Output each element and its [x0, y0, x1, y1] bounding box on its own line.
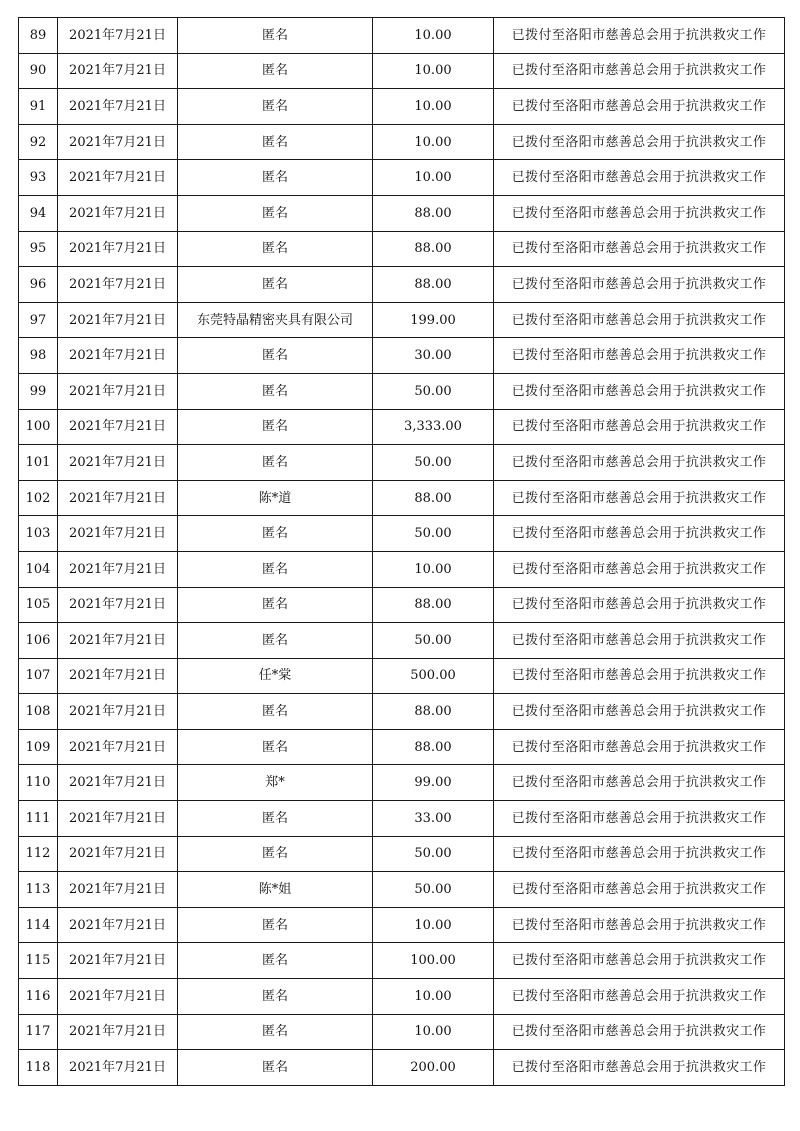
donation-amount-cell: 10.00 — [373, 551, 494, 587]
donation-ledger-page — [18, 17, 784, 1086]
fund-usage-cell: 已拨付至洛阳市慈善总会用于抗洪救灾工作 — [494, 231, 785, 267]
donation-amount-cell: 10.00 — [373, 124, 494, 160]
table-row — [19, 267, 785, 303]
donation-date-cell: 2021年7月21日 — [58, 409, 178, 445]
donor-name-cell: 匿名 — [178, 195, 373, 231]
donation-date-cell: 2021年7月21日 — [58, 623, 178, 659]
fund-usage-cell: 已拨付至洛阳市慈善总会用于抗洪救灾工作 — [494, 373, 785, 409]
donation-date-cell: 2021年7月21日 — [58, 765, 178, 801]
donation-table-body — [19, 18, 785, 1086]
fund-usage-cell: 已拨付至洛阳市慈善总会用于抗洪救灾工作 — [494, 587, 785, 623]
donation-amount-cell: 10.00 — [373, 979, 494, 1015]
donation-amount-cell: 199.00 — [373, 302, 494, 338]
donation-date-cell: 2021年7月21日 — [58, 480, 178, 516]
donation-amount-cell: 50.00 — [373, 516, 494, 552]
fund-usage-cell: 已拨付至洛阳市慈善总会用于抗洪救灾工作 — [494, 872, 785, 908]
fund-usage-cell: 已拨付至洛阳市慈善总会用于抗洪救灾工作 — [494, 1014, 785, 1050]
donor-name-cell: 匿名 — [178, 338, 373, 374]
table-row — [19, 302, 785, 338]
fund-usage-cell: 已拨付至洛阳市慈善总会用于抗洪救灾工作 — [494, 302, 785, 338]
fund-usage-cell: 已拨付至洛阳市慈善总会用于抗洪救灾工作 — [494, 979, 785, 1015]
donation-amount-cell: 88.00 — [373, 480, 494, 516]
donor-name-cell: 匿名 — [178, 89, 373, 125]
fund-usage-cell: 已拨付至洛阳市慈善总会用于抗洪救灾工作 — [494, 658, 785, 694]
donor-name-cell: 匿名 — [178, 587, 373, 623]
donation-date-cell: 2021年7月21日 — [58, 943, 178, 979]
donation-date-cell: 2021年7月21日 — [58, 373, 178, 409]
serial-number-cell: 90 — [19, 53, 58, 89]
donation-date-cell: 2021年7月21日 — [58, 267, 178, 303]
donation-date-cell: 2021年7月21日 — [58, 907, 178, 943]
donor-name-cell: 匿名 — [178, 551, 373, 587]
fund-usage-cell: 已拨付至洛阳市慈善总会用于抗洪救灾工作 — [494, 801, 785, 837]
donation-amount-cell: 88.00 — [373, 587, 494, 623]
fund-usage-cell: 已拨付至洛阳市慈善总会用于抗洪救灾工作 — [494, 445, 785, 481]
donation-date-cell: 2021年7月21日 — [58, 801, 178, 837]
fund-usage-cell: 已拨付至洛阳市慈善总会用于抗洪救灾工作 — [494, 694, 785, 730]
donor-name-cell: 匿名 — [178, 124, 373, 160]
fund-usage-cell: 已拨付至洛阳市慈善总会用于抗洪救灾工作 — [494, 943, 785, 979]
serial-number-cell: 99 — [19, 373, 58, 409]
table-row — [19, 195, 785, 231]
serial-number-cell: 106 — [19, 623, 58, 659]
donation-amount-cell: 100.00 — [373, 943, 494, 979]
fund-usage-cell: 已拨付至洛阳市慈善总会用于抗洪救灾工作 — [494, 623, 785, 659]
donation-amount-cell: 10.00 — [373, 1014, 494, 1050]
serial-number-cell: 102 — [19, 480, 58, 516]
donor-name-cell: 匿名 — [178, 409, 373, 445]
donation-amount-cell: 10.00 — [373, 89, 494, 125]
donation-amount-cell: 500.00 — [373, 658, 494, 694]
serial-number-cell: 91 — [19, 89, 58, 125]
serial-number-cell: 111 — [19, 801, 58, 837]
table-row — [19, 729, 785, 765]
donor-name-cell: 匿名 — [178, 1014, 373, 1050]
donation-amount-cell: 10.00 — [373, 18, 494, 54]
donation-date-cell: 2021年7月21日 — [58, 124, 178, 160]
table-row — [19, 907, 785, 943]
fund-usage-cell: 已拨付至洛阳市慈善总会用于抗洪救灾工作 — [494, 409, 785, 445]
donation-amount-cell: 88.00 — [373, 195, 494, 231]
table-row — [19, 979, 785, 1015]
donation-amount-cell: 88.00 — [373, 729, 494, 765]
serial-number-cell: 101 — [19, 445, 58, 481]
table-row — [19, 694, 785, 730]
fund-usage-cell: 已拨付至洛阳市慈善总会用于抗洪救灾工作 — [494, 267, 785, 303]
serial-number-cell: 92 — [19, 124, 58, 160]
serial-number-cell: 117 — [19, 1014, 58, 1050]
table-row — [19, 836, 785, 872]
fund-usage-cell: 已拨付至洛阳市慈善总会用于抗洪救灾工作 — [494, 836, 785, 872]
donor-name-cell: 匿名 — [178, 1050, 373, 1086]
table-row — [19, 587, 785, 623]
serial-number-cell: 108 — [19, 694, 58, 730]
donation-date-cell: 2021年7月21日 — [58, 694, 178, 730]
donation-date-cell: 2021年7月21日 — [58, 1014, 178, 1050]
donation-date-cell: 2021年7月21日 — [58, 231, 178, 267]
donation-date-cell: 2021年7月21日 — [58, 516, 178, 552]
donor-name-cell: 匿名 — [178, 801, 373, 837]
donation-date-cell: 2021年7月21日 — [58, 729, 178, 765]
donation-table — [18, 17, 785, 1086]
table-row — [19, 160, 785, 196]
table-row — [19, 801, 785, 837]
donor-name-cell: 匿名 — [178, 18, 373, 54]
fund-usage-cell: 已拨付至洛阳市慈善总会用于抗洪救灾工作 — [494, 729, 785, 765]
donor-name-cell: 匿名 — [178, 445, 373, 481]
table-row — [19, 89, 785, 125]
donation-amount-cell: 10.00 — [373, 53, 494, 89]
donation-amount-cell: 3,333.00 — [373, 409, 494, 445]
fund-usage-cell: 已拨付至洛阳市慈善总会用于抗洪救灾工作 — [494, 53, 785, 89]
donation-amount-cell: 10.00 — [373, 907, 494, 943]
serial-number-cell: 116 — [19, 979, 58, 1015]
donation-date-cell: 2021年7月21日 — [58, 551, 178, 587]
table-row — [19, 551, 785, 587]
donor-name-cell: 匿名 — [178, 267, 373, 303]
table-row — [19, 623, 785, 659]
donation-amount-cell: 50.00 — [373, 445, 494, 481]
serial-number-cell: 114 — [19, 907, 58, 943]
donor-name-cell: 匿名 — [178, 231, 373, 267]
donation-date-cell: 2021年7月21日 — [58, 872, 178, 908]
donation-date-cell: 2021年7月21日 — [58, 836, 178, 872]
serial-number-cell: 113 — [19, 872, 58, 908]
donation-amount-cell: 99.00 — [373, 765, 494, 801]
fund-usage-cell: 已拨付至洛阳市慈善总会用于抗洪救灾工作 — [494, 195, 785, 231]
serial-number-cell: 103 — [19, 516, 58, 552]
serial-number-cell: 100 — [19, 409, 58, 445]
fund-usage-cell: 已拨付至洛阳市慈善总会用于抗洪救灾工作 — [494, 1050, 785, 1086]
donor-name-cell: 匿名 — [178, 836, 373, 872]
table-row — [19, 872, 785, 908]
fund-usage-cell: 已拨付至洛阳市慈善总会用于抗洪救灾工作 — [494, 551, 785, 587]
fund-usage-cell: 已拨付至洛阳市慈善总会用于抗洪救灾工作 — [494, 516, 785, 552]
serial-number-cell: 95 — [19, 231, 58, 267]
fund-usage-cell: 已拨付至洛阳市慈善总会用于抗洪救灾工作 — [494, 907, 785, 943]
donor-name-cell: 匿名 — [178, 694, 373, 730]
table-row — [19, 765, 785, 801]
donor-name-cell: 匿名 — [178, 160, 373, 196]
donation-date-cell: 2021年7月21日 — [58, 302, 178, 338]
serial-number-cell: 110 — [19, 765, 58, 801]
donation-date-cell: 2021年7月21日 — [58, 658, 178, 694]
table-row — [19, 480, 785, 516]
donation-amount-cell: 33.00 — [373, 801, 494, 837]
serial-number-cell: 105 — [19, 587, 58, 623]
serial-number-cell: 115 — [19, 943, 58, 979]
donation-amount-cell: 200.00 — [373, 1050, 494, 1086]
table-row — [19, 18, 785, 54]
donor-name-cell: 匿名 — [178, 943, 373, 979]
table-row — [19, 124, 785, 160]
donation-amount-cell: 50.00 — [373, 872, 494, 908]
donor-name-cell: 匿名 — [178, 516, 373, 552]
fund-usage-cell: 已拨付至洛阳市慈善总会用于抗洪救灾工作 — [494, 765, 785, 801]
table-row — [19, 1050, 785, 1086]
donation-amount-cell: 50.00 — [373, 373, 494, 409]
donation-amount-cell: 88.00 — [373, 231, 494, 267]
serial-number-cell: 98 — [19, 338, 58, 374]
donation-date-cell: 2021年7月21日 — [58, 160, 178, 196]
donor-name-cell: 陈*姐 — [178, 872, 373, 908]
fund-usage-cell: 已拨付至洛阳市慈善总会用于抗洪救灾工作 — [494, 160, 785, 196]
serial-number-cell: 104 — [19, 551, 58, 587]
serial-number-cell: 97 — [19, 302, 58, 338]
donation-amount-cell: 50.00 — [373, 623, 494, 659]
fund-usage-cell: 已拨付至洛阳市慈善总会用于抗洪救灾工作 — [494, 124, 785, 160]
donation-date-cell: 2021年7月21日 — [58, 89, 178, 125]
table-row — [19, 516, 785, 552]
donation-date-cell: 2021年7月21日 — [58, 18, 178, 54]
serial-number-cell: 112 — [19, 836, 58, 872]
serial-number-cell: 118 — [19, 1050, 58, 1086]
donor-name-cell: 匿名 — [178, 623, 373, 659]
donation-date-cell: 2021年7月21日 — [58, 979, 178, 1015]
serial-number-cell: 107 — [19, 658, 58, 694]
donor-name-cell: 匿名 — [178, 729, 373, 765]
table-row — [19, 658, 785, 694]
fund-usage-cell: 已拨付至洛阳市慈善总会用于抗洪救灾工作 — [494, 480, 785, 516]
serial-number-cell: 109 — [19, 729, 58, 765]
serial-number-cell: 96 — [19, 267, 58, 303]
donor-name-cell: 郑* — [178, 765, 373, 801]
donation-date-cell: 2021年7月21日 — [58, 195, 178, 231]
serial-number-cell: 93 — [19, 160, 58, 196]
serial-number-cell: 94 — [19, 195, 58, 231]
donor-name-cell: 任*棠 — [178, 658, 373, 694]
fund-usage-cell: 已拨付至洛阳市慈善总会用于抗洪救灾工作 — [494, 338, 785, 374]
donor-name-cell: 匿名 — [178, 907, 373, 943]
donation-date-cell: 2021年7月21日 — [58, 587, 178, 623]
donation-date-cell: 2021年7月21日 — [58, 445, 178, 481]
table-row — [19, 53, 785, 89]
donation-amount-cell: 50.00 — [373, 836, 494, 872]
table-row — [19, 373, 785, 409]
fund-usage-cell: 已拨付至洛阳市慈善总会用于抗洪救灾工作 — [494, 89, 785, 125]
table-row — [19, 409, 785, 445]
fund-usage-cell: 已拨付至洛阳市慈善总会用于抗洪救灾工作 — [494, 18, 785, 54]
donation-date-cell: 2021年7月21日 — [58, 1050, 178, 1086]
donation-amount-cell: 10.00 — [373, 160, 494, 196]
donor-name-cell: 匿名 — [178, 373, 373, 409]
donation-date-cell: 2021年7月21日 — [58, 53, 178, 89]
table-row — [19, 943, 785, 979]
donation-date-cell: 2021年7月21日 — [58, 338, 178, 374]
donation-amount-cell: 88.00 — [373, 694, 494, 730]
table-row — [19, 338, 785, 374]
donor-name-cell: 东莞特晶精密夹具有限公司 — [178, 302, 373, 338]
donor-name-cell: 匿名 — [178, 979, 373, 1015]
serial-number-cell: 89 — [19, 18, 58, 54]
table-row — [19, 445, 785, 481]
table-row — [19, 231, 785, 267]
table-row — [19, 1014, 785, 1050]
donation-amount-cell: 88.00 — [373, 267, 494, 303]
donor-name-cell: 匿名 — [178, 53, 373, 89]
donation-amount-cell: 30.00 — [373, 338, 494, 374]
donor-name-cell: 陈*道 — [178, 480, 373, 516]
